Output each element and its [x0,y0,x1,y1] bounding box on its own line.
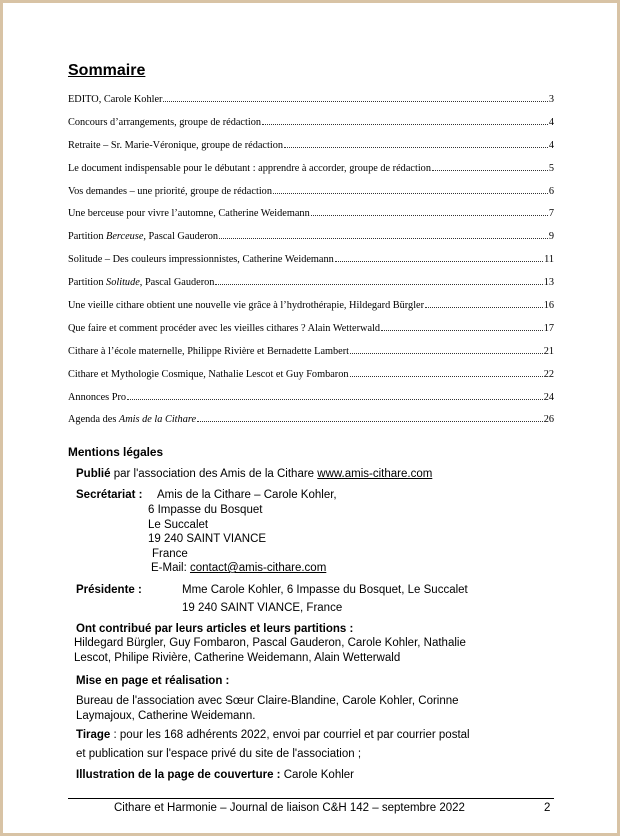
toc-entry-label [68,94,162,105]
toc-leader-dots [432,170,548,171]
toc-entry[interactable] [68,94,554,117]
toc-entry-text: Partition [68,277,107,289]
secretariat-line: Amis de la Cithare – Carole Kohler, [157,489,337,501]
toc-entry[interactable] [68,414,554,437]
table-of-contents [68,94,554,437]
toc-entry[interactable] [68,186,554,209]
toc-leader-dots [311,215,548,216]
toc-leader-dots [284,147,548,148]
toc-leader-dots [335,261,543,262]
toc-entry[interactable] [68,140,554,163]
toc-entry[interactable] [68,254,554,277]
toc-entry-text: Solitude [106,277,140,289]
print-run-text: : pour les 168 adhérents 2022, envoi par courriel et par courrier postal [113,729,470,741]
print-run-line-2: et publication sur l'espace privé du site de l'association ; [76,748,362,760]
contributors-line: Lescot, Philipe Rivière, Catherine Weidemann, Alain Wetterwald [74,652,401,664]
legal-mentions-heading: Mentions légales [68,445,164,459]
toc-entry-text: , Pascal Gauderon [139,277,215,289]
toc-entry-text: Le document indispensable pour le débutant : apprendre à accorder, groupe de rédaction [68,162,431,174]
print-run-label: Tirage [76,729,111,741]
toc-leader-dots [381,330,543,331]
presidente-line: Mme Carole Kohler, 6 Impasse du Bosquet, Le Succalet [182,584,468,596]
toc-entry-label [68,140,283,151]
toc-leader-dots [273,193,548,194]
document-page [68,0,554,836]
toc-entry-label [68,277,214,288]
toc-entry-text: Une vieille cithare obtient une nouvelle vie grâce à l’hydrothérapie, Hildegard Bürgler [68,300,425,312]
published-line [76,468,432,480]
secretariat-line: France [152,548,188,560]
toc-entry-label [68,163,431,174]
toc-page-number: 3 [548,94,554,105]
footer-rule [68,798,554,799]
toc-page-number: 21 [543,345,554,357]
toc-entry-text: Une berceuse pour vivre l’automne, Catherine Weidemann [68,208,310,220]
toc-entry-label [68,323,380,334]
toc-entry-text: Que faire et comment procéder avec les vieilles cithares ? Alain Wetterwald [68,322,381,334]
toc-page-number: 5 [548,162,554,174]
toc-entry[interactable] [68,346,554,369]
contributors-line: Hildegard Bürgler, Guy Fombaron, Pascal Gauderon, Carole Kohler, Nathalie [74,637,466,649]
toc-leader-dots [350,376,543,377]
page-title: Sommaire [68,62,146,79]
toc-leader-dots [127,399,543,400]
secretariat-label: Secrétariat : [76,489,143,501]
cover-illustration-line [76,769,354,781]
toc-entry-text: Berceuse [106,231,144,243]
presidente-label: Présidente : [76,584,142,596]
toc-entry[interactable] [68,163,554,186]
toc-entry-label [68,186,272,197]
toc-entry-text: , Pascal Gauderon [143,231,219,243]
toc-entry-text: Annonces Pro [68,391,127,403]
toc-leader-dots [350,353,543,354]
page-number: 2 [544,802,551,814]
contributors-label: Ont contribué par leurs articles et leurs partitions : [76,623,354,635]
toc-entry-text: EDITO, Carole Kohler [68,94,163,105]
layout-label: Mise en page et réalisation : [76,675,230,687]
email-label: E-Mail: [151,562,190,574]
published-label: Publié [76,468,111,480]
toc-leader-dots [262,124,548,125]
toc-page-number: 17 [543,322,554,334]
email-link[interactable]: contact@amis-cithare.com [189,562,327,574]
toc-entry-text: Vos demandes – une priorité, groupe de rédaction [68,185,272,197]
layout-line: Bureau de l'association avec Sœur Claire-Blandine, Carole Kohler, Corinne [76,695,459,707]
toc-leader-dots [219,238,548,239]
toc-leader-dots [215,284,542,285]
toc-entry[interactable] [68,300,554,323]
toc-entry[interactable] [68,277,554,300]
toc-page-number: 24 [543,391,554,403]
toc-entry[interactable] [68,231,554,254]
website-link[interactable]: www.amis-cithare.com [317,468,433,480]
published-text: par l'association des Amis de la Cithare [110,468,318,480]
toc-entry-text: Cithare à l’école maternelle, Philippe Rivière et Bernadette Lambert [68,345,350,357]
presidente-line: 19 240 SAINT VIANCE, France [182,602,343,614]
toc-page-number: 16 [543,300,554,312]
toc-entry-text: Solitude – Des couleurs impressionnistes, Catherine Weidemann [68,254,334,266]
secretariat-line: Le Succalet [148,519,209,531]
toc-page-number: 7 [548,208,554,220]
toc-page-number: 13 [543,277,554,289]
email-line [151,562,326,574]
toc-entry-text: Cithare et Mythologie Cosmique, Nathalie Lescot et Guy Fombaron [68,368,349,380]
toc-page-number: 4 [548,139,554,151]
toc-entry-label [68,254,334,265]
toc-entry[interactable] [68,208,554,231]
toc-entry[interactable] [68,323,554,346]
toc-page-number: 11 [544,254,554,266]
toc-leader-dots [197,421,543,422]
toc-entry-label [68,346,349,357]
print-run-line [76,729,470,741]
toc-entry[interactable] [68,117,554,140]
secretariat-line: 6 Impasse du Bosquet [148,504,263,516]
toc-entry-text: Retraite – Sr. Marie-Véronique, groupe de rédaction [68,139,284,151]
toc-entry-text: Partition [68,231,107,243]
toc-entry-label [68,117,261,128]
footer-text: Cithare et Harmonie – Journal de liaison C&H 142 – septembre 2022 [114,802,465,814]
secretariat-line: 19 240 SAINT VIANCE [148,533,267,545]
toc-page-number: 26 [543,414,554,426]
toc-entry-label [68,208,310,219]
toc-entry-text: Agenda des [68,414,119,426]
toc-page-number: 22 [543,368,554,380]
toc-entry-label [68,231,218,242]
layout-line: Laymajoux, Catherine Weidemann. [76,710,256,722]
toc-entry-text: Concours d’arrangements, groupe de rédaction [68,116,261,128]
toc-entry[interactable] [68,392,554,415]
toc-entry[interactable] [68,369,554,392]
cover-illustration-label: Illustration de la page de couverture : [76,769,281,781]
toc-entry-label [68,414,196,425]
toc-entry-label [68,392,126,403]
toc-page-number: 4 [548,116,554,128]
toc-entry-label [68,300,424,311]
toc-entry-text: Amis de la Cithare [118,414,197,426]
cover-illustration-text: Carole Kohler [280,769,355,781]
toc-page-number: 9 [548,231,554,243]
toc-page-number: 6 [548,185,554,197]
toc-leader-dots [425,307,543,308]
toc-leader-dots [163,101,547,102]
toc-entry-label [68,369,349,380]
